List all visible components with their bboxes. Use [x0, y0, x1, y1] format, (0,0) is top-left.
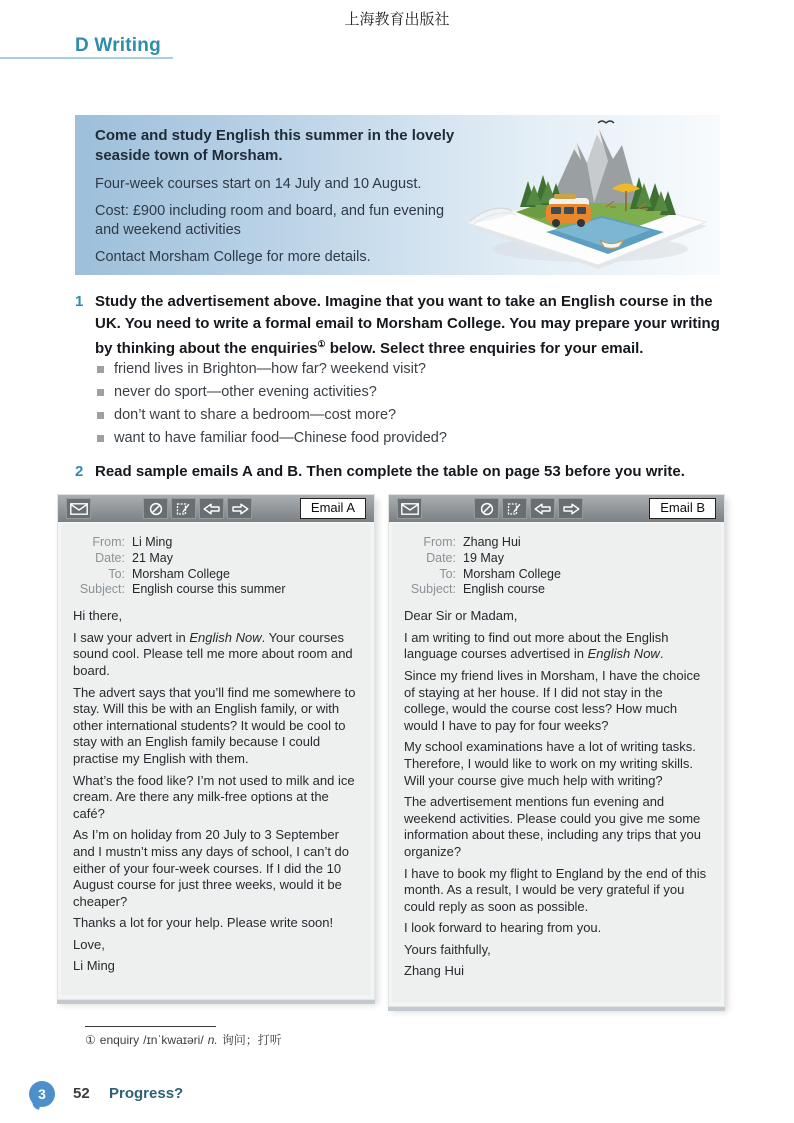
list-item: never do sport—other evening activities?	[97, 385, 447, 400]
arrow-right-icon[interactable]	[558, 498, 583, 519]
task-2-number: 2	[75, 463, 84, 480]
task-1-number: 1	[75, 293, 84, 310]
arrow-left-icon[interactable]	[199, 498, 224, 519]
email-b-body	[404, 608, 711, 980]
from-label: From:	[92, 535, 125, 549]
email-paragraph: Thanks a lot for your help. Please write soon!	[73, 915, 334, 931]
footnote-phonetic: /ɪnˈkwaɪəri/	[143, 1033, 204, 1047]
subject-label: Subject:	[410, 582, 456, 597]
block-icon[interactable]	[143, 498, 168, 519]
task-1	[75, 291, 741, 360]
email-paragraph: I saw your advert in English Now. Your courses sound cool. Please tell me more about room and board.	[73, 629, 353, 678]
email-paragraph: My school examinations have a lot of writing tasks. Therefore, I would like to work on my writing skills. Will your course give much help with writing?	[404, 739, 696, 788]
email-paragraph: Hi there,	[73, 608, 123, 624]
from-label: From:	[423, 535, 456, 549]
advert-line-dates: Four-week courses start on 14 July and 10 August.	[95, 176, 422, 192]
list-item: don’t want to share a bedroom—cost more?	[97, 408, 447, 423]
subject-label: Subject:	[79, 582, 125, 597]
email-paragraph: The advertisement mentions fun evening and weekend activities. Please could you give me some information about these, including any trips that you organize?	[404, 794, 702, 859]
task-2-text: Read sample emails A and B. Then complete the table on page 53 before you write.	[95, 463, 685, 480]
toolbar-button-group	[143, 498, 252, 519]
email-paragraph: Love,	[73, 936, 105, 952]
email-paragraph: I look forward to hearing from you.	[404, 920, 602, 936]
from-value: Li Ming	[132, 535, 173, 549]
footnote-marker: ①	[85, 1033, 96, 1047]
email-a-headers	[73, 535, 361, 597]
footnote-pos: n.	[207, 1033, 218, 1047]
advertisement-text	[95, 126, 467, 275]
block-icon[interactable]	[474, 498, 499, 519]
email-a-body	[73, 608, 361, 975]
footnote-rule	[85, 1026, 216, 1027]
list-item: want to have familiar food—Chinese food provided?	[97, 431, 447, 446]
email-paragraph: As I’m on holiday from 20 July to 3 September and I mustn’t miss any days of school, I can’t do either of your four-week courses. If I did the 10 August course for just three weeks, would it be cheaper?	[73, 827, 350, 909]
date-label: Date:	[95, 550, 125, 565]
page-number: 52	[73, 1085, 90, 1102]
subject-value: English course	[463, 582, 545, 597]
footer-progress-label: Progress?	[109, 1085, 184, 1102]
email-paragraph: I am writing to find out more about the English language courses advertised in English Now.	[404, 629, 669, 662]
email-b-label: Email B	[649, 498, 716, 519]
email-a-content	[61, 524, 371, 995]
email-b-content	[392, 524, 721, 1002]
advert-line-cost: Cost: £900 including room and board, and fun evening and weekend activities	[95, 203, 445, 238]
footnote-meaning: 询问；打听	[221, 1033, 282, 1047]
compose-icon[interactable]	[171, 498, 196, 519]
enquiry-list	[97, 362, 447, 454]
toolbar-button-group	[474, 498, 583, 519]
email-paragraph: Zhang Hui	[404, 963, 464, 979]
from-value: Zhang Hui	[463, 535, 521, 549]
email-paragraph: Since my friend lives in Morsham, I have the choice of staying at her house. If I did not stay in the college, would the course cost less? How much would I have to pay for four weeks?	[404, 667, 701, 733]
date-value: 19 May	[463, 550, 504, 565]
section-underline	[0, 57, 173, 59]
compose-icon[interactable]	[502, 498, 527, 519]
advert-illustration	[450, 115, 718, 275]
envelope-icon[interactable]	[397, 498, 422, 519]
footnote	[85, 1031, 286, 1048]
email-b-toolbar	[389, 495, 724, 522]
task-2	[75, 461, 741, 483]
email-a-toolbar	[58, 495, 374, 522]
email-a-panel	[57, 494, 375, 1000]
subject-value: English course this summer	[132, 582, 286, 597]
to-value: Morsham College	[463, 566, 561, 581]
advert-headline: Come and study English this summer in the lovely seaside town of Morsham.	[95, 127, 455, 164]
to-label: To:	[108, 566, 125, 581]
email-b-panel	[388, 494, 725, 1007]
email-b-headers	[404, 535, 711, 597]
email-paragraph: Dear Sir or Madam,	[404, 608, 518, 624]
date-value: 21 May	[132, 550, 173, 565]
footnote-word: enquiry	[99, 1033, 140, 1047]
email-a-label: Email A	[300, 498, 366, 519]
email-paragraph: What’s the food like? I’m not used to milk and ice cream. Are there any milk-free options at the café?	[73, 772, 355, 821]
page-title: D Writing	[75, 35, 161, 56]
to-label: To:	[439, 566, 456, 581]
to-value: Morsham College	[132, 566, 230, 581]
arrow-right-icon[interactable]	[227, 498, 252, 519]
email-paragraph: The advert says that you’ll find me somewhere to stay. Will this be with an English family, or with other international students? It would be cool to stay with an English family because I could practise my English with them.	[73, 684, 356, 766]
task-1-text: Study the advertisement above. Imagine that you want to take an English course in the UK. You need to write a formal email to Morsham College. You may prepare your writing by thinking about the enquiries① below. Select three enquiries for your email.	[95, 293, 720, 357]
advertisement-box	[75, 115, 720, 275]
envelope-icon[interactable]	[66, 498, 91, 519]
publisher-header: 上海教育出版社	[344, 11, 450, 28]
email-paragraph: I have to book my flight to England by the end of this month. As a result, I would be very grateful if you could reply as soon as possible.	[404, 865, 707, 914]
date-label: Date:	[426, 550, 456, 565]
email-paragraph: Li Ming	[73, 958, 115, 974]
advert-line-contact: Contact Morsham College for more details.	[95, 249, 371, 265]
list-item: friend lives in Brighton—how far? weekend visit?	[97, 362, 447, 377]
unit-badge: 3	[29, 1081, 55, 1107]
arrow-left-icon[interactable]	[530, 498, 555, 519]
email-paragraph: Yours faithfully,	[404, 941, 491, 957]
